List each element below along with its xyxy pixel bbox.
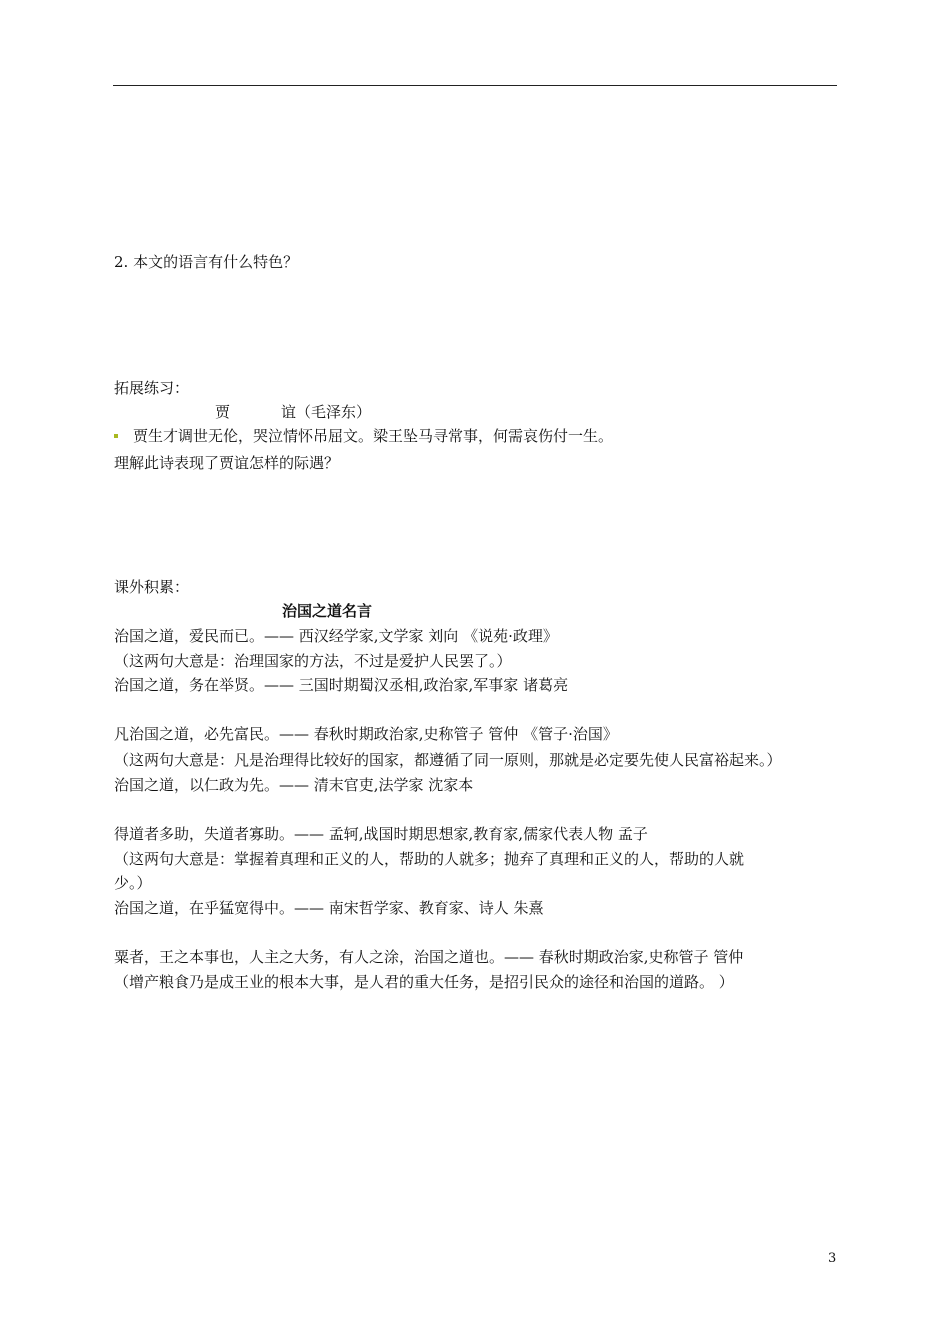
extension-heading: 拓展练习： <box>114 379 190 397</box>
bullet-dot-icon <box>114 434 118 438</box>
quote-line: 粟者，王之本事也，人主之大务，有人之涂，治国之道也。—— 春秋时期政治家,史称管子 管仲 <box>114 948 744 966</box>
poem-text: 贾生才调世无伦，哭泣情怀吊屈文。梁王坠马寻常事，何需哀伤付一生。 <box>133 427 614 445</box>
poem-title-a: 贾 <box>215 403 231 421</box>
quote-line: 治国之道，在乎猛宽得中。—— 南宋哲学家、教育家、诗人 朱熹 <box>114 899 544 917</box>
poem-title-b: 谊（毛泽东） <box>281 403 372 421</box>
header-rule <box>113 85 837 86</box>
quote-line: 得道者多助，失道者寡助。—— 孟轲,战国时期思想家,教育家,儒家代表人物 孟子 <box>114 825 648 843</box>
quote-line: 治国之道，务在举贤。—— 三国时期蜀汉丞相,政治家,军事家 诸葛亮 <box>114 676 569 694</box>
quote-line: 少。） <box>114 874 152 892</box>
quote-line: （这两句大意是：治理国家的方法，不过是爱护人民罢了。） <box>114 652 512 670</box>
page-number: 3 <box>828 1251 837 1266</box>
quote-line: 治国之道，爱民而已。—— 西汉经学家,文学家 刘向 《说苑·政理》 <box>114 627 558 645</box>
quote-line: （这两句大意是：凡是治理得比较好的国家，都遵循了同一原则，那就是必定要先使人民富裕起来。） <box>114 751 782 769</box>
quote-line: 治国之道，以仁政为先。—— 清末官吏,法学家 沈家本 <box>114 776 474 794</box>
quote-line: （增产粮食乃是成王业的根本大事，是人君的重大任务，是招引民众的途径和治国的道路。 ） <box>114 973 734 991</box>
quote-line: （这两句大意是：掌握着真理和正义的人，帮助的人就多；抛弃了真理和正义的人，帮助的人就 <box>114 850 745 868</box>
poem-question: 理解此诗表现了贾谊怎样的际遇？ <box>114 454 340 472</box>
reading-heading: 课外积累： <box>114 578 190 596</box>
reading-title: 治国之道名言 <box>282 602 373 620</box>
question-2: 2. 本文的语言有什么特色？ <box>114 253 299 271</box>
quote-line: 凡治国之道，必先富民。—— 春秋时期政治家,史称管子 管仲 《管子·治国》 <box>114 725 618 743</box>
